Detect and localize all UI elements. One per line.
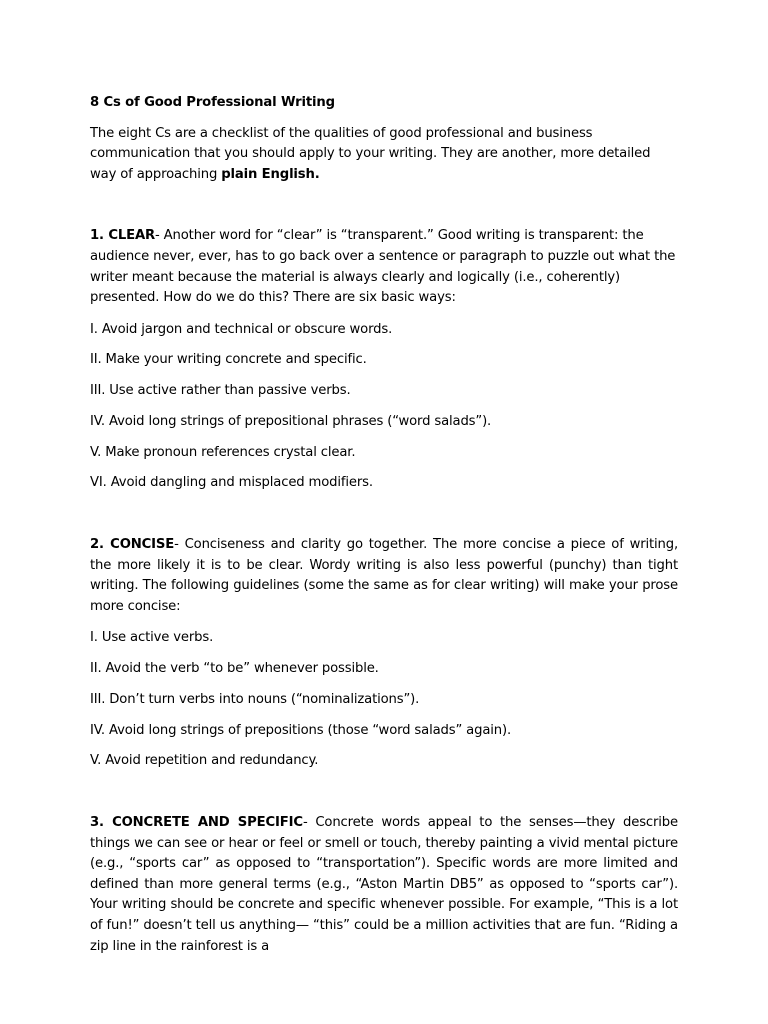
section-body: - Concrete words appeal to the senses—they describe things we can see or hear or feel or smell or touch, thereby painting a vivid mental picture (e.g., “sports car” as opposed to “transportation”). Specific words are more limited and defined than more general terms (e.g., “Aston Martin DB5” as opposed to “sports car”). Your writing should be concrete and specific whenever possible. For example, “This is a lot of fun!” doesn’t tell us anything— “this” could be a million activities that are fun. “Riding a zip line in the rainforest is a <box>90 814 678 954</box>
list-item: V. Make pronoun references crystal clear. <box>90 444 356 460</box>
document-body <box>90 93 678 957</box>
intro-text: The eight Cs are a checklist of the qualities of good professional and business communication that you should apply to your writing. They are another, more detailed way of approaching <box>90 125 651 182</box>
section-paragraph <box>90 535 678 617</box>
section-concrete-specific <box>90 813 678 957</box>
list-item: I. Use active verbs. <box>90 630 214 646</box>
document-title: 8 Cs of Good Professional Writing <box>90 95 335 110</box>
section-heading: 1. CLEAR <box>90 228 156 244</box>
list-item: V. Avoid repetition and redundancy. <box>90 753 319 769</box>
list-item: IV. Avoid long strings of prepositional phrases (“word salads”). <box>90 413 492 429</box>
list-item: III. Use active rather than passive verbs. <box>90 383 351 399</box>
section-body: - Another word for “clear” is “transparent.” Good writing is transparent: the audience never, ever, has to go back over a sentence or paragraph to puzzle out what the writer meant because the material is always clearly and logically (i.e., coherently) presented. How do we do this? There are six basic ways: <box>90 228 676 306</box>
section-heading: 3. CONCRETE AND SPECIFIC <box>90 814 303 830</box>
section-paragraph <box>90 813 678 957</box>
list-item: II. Avoid the verb “to be” whenever possible. <box>90 661 379 676</box>
section-heading: 2. CONCISE <box>90 537 175 553</box>
list-item: VI. Avoid dangling and misplaced modifiers. <box>90 475 373 491</box>
section-list <box>90 320 678 495</box>
section-paragraph <box>90 226 678 308</box>
section-body: - Conciseness and clarity go together. The more concise a piece of writing, the more likely it is to be clear. Wordy writing is also less powerful (punchy) than tight writing. The following guidelines (some the same as for clear writing) will make your prose more concise: <box>90 537 679 614</box>
list-item: II. Make your writing concrete and specific. <box>90 352 367 368</box>
list-item: III. Don’t turn verbs into nouns (“nominalizations”). <box>90 691 420 707</box>
list-item: IV. Avoid long strings of prepositions (those “word salads” again). <box>90 722 512 738</box>
intro-bold-tail: plain English. <box>221 166 320 182</box>
section-list <box>90 628 678 772</box>
section-concise <box>90 535 678 772</box>
list-item: I. Avoid jargon and technical or obscure words. <box>90 321 393 337</box>
intro-paragraph <box>90 124 678 186</box>
section-clear <box>90 226 678 494</box>
